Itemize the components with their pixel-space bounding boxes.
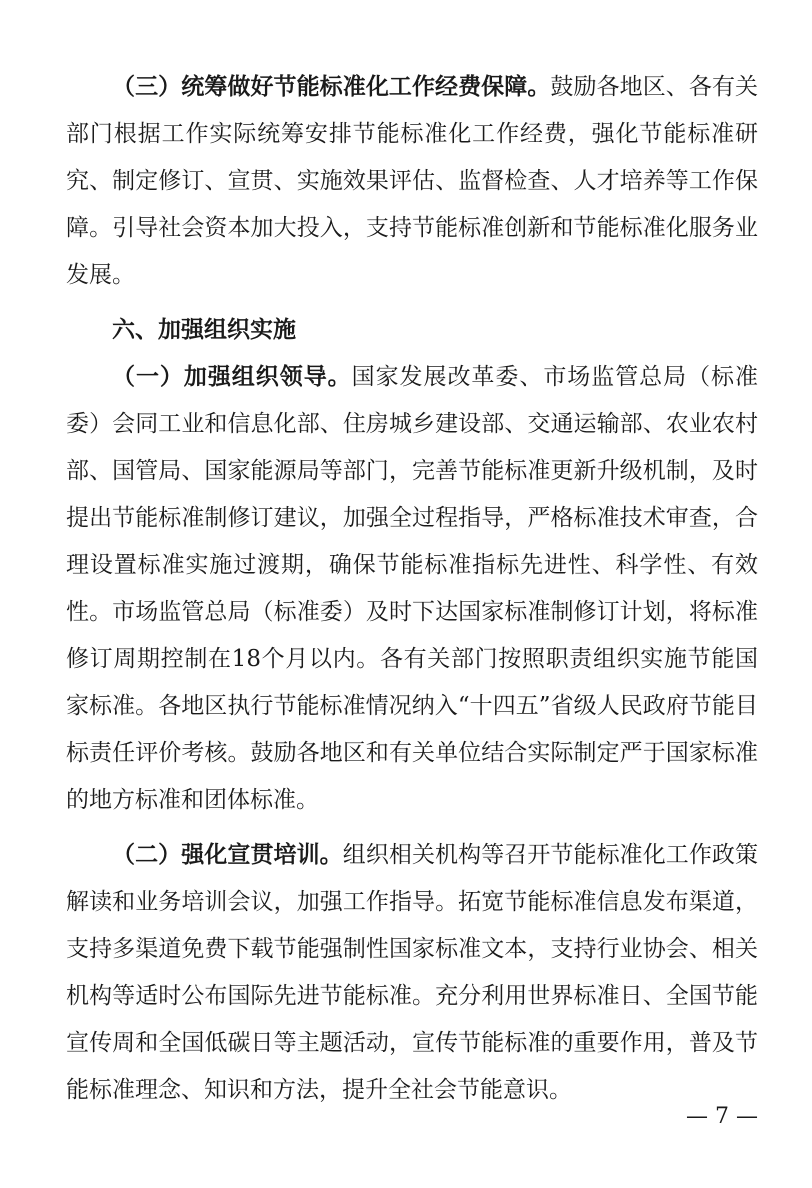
paragraph-lead-heading: （二）强化宣贯培训。 [112,842,343,868]
page-number: — 7 — [686,1104,758,1129]
section-heading: 六、加强组织实施 [112,317,296,343]
paragraph-training-promotion [66,832,758,1114]
paragraph-organization-leadership [66,354,758,824]
paragraph-text: 国家发展改革委、市场监管总局（标准委）会同工业和信息化部、住房城乡建设部、交通运输部、农业农村部、国管局、国家能源局等部门，完善节能标准更新升级机制，及时提出节能标准制修订建议，加强全过程指导，严格标准技术审查，合理设置标准实施过渡期，确保节能标准指标先进性、科学性、有效性。市场监管总局（标准委）及时下达国家标准制修订计划，将标准修订周期控制在18个月以内。各有关部门按照职责组织实施节能国家标准。各地区执行节能标准情况纳入“十四五”省级人民政府节能目标责任评价考核。鼓励各地区和有关单位结合实际制定严于国家标准的地方标准和团体标准。 [66,364,759,813]
paragraph-lead-heading: （三）统筹做好节能标准化工作经费保障。 [112,74,551,100]
paragraph-funding-guarantee [66,64,758,299]
paragraph-text: 鼓励各地区、各有关部门根据工作实际统筹安排节能标准化工作经费，强化节能标准研究、制定修订、宣贯、实施效果评估、监督检查、人才培养等工作保障。引导社会资本加大投入，支持节能标准创新和节能标准化服务业发展。 [66,74,759,288]
paragraph-lead-heading: （一）加强组织领导。 [112,364,352,390]
paragraph-text: 组织相关机构等召开节能标准化工作政策解读和业务培训会议，加强工作指导。拓宽节能标准信息发布渠道，支持多渠道免费下载节能强制性国家标准文本，支持行业协会、相关机构等适时公布国际先进节能标准。充分利用世界标准日、全国节能宣传周和全国低碳日等主题活动，宣传节能标准的重要作用，普及节能标准理念、知识和方法，提升全社会节能意识。 [66,842,759,1103]
paragraph-spacer [66,824,758,832]
document-body [66,64,758,1114]
